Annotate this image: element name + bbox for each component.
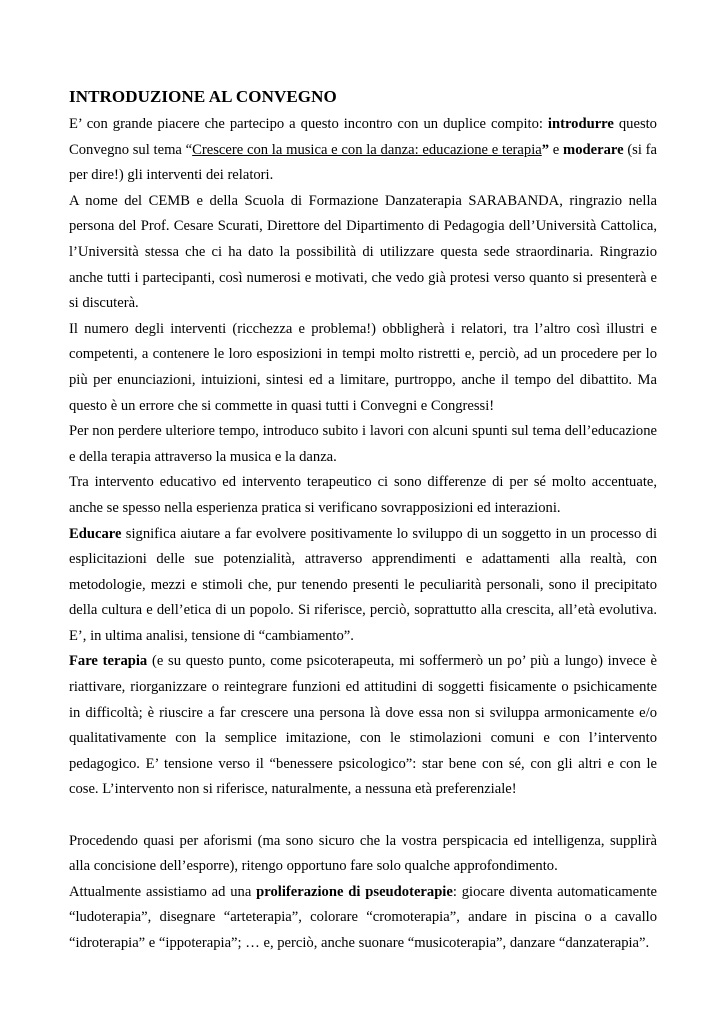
- paragraph-start-works: Per non perdere ulteriore tempo, introduco subito i lavori con alcuni spunti sul tema dell’educazione e della terapia attraverso la musica e la danza.: [69, 423, 657, 465]
- intro-bold-moderare: moderare: [563, 141, 624, 158]
- document-title: INTRODUZIONE AL CONVEGNO: [69, 87, 337, 106]
- blank-line: [69, 803, 657, 829]
- intro-text-d: e: [549, 141, 564, 158]
- convention-theme: Crescere con la musica e con la danza: educazione e terapia: [192, 141, 542, 158]
- paragraph-aphorisms: Procedendo quasi per aforismi (ma sono sicuro che la vostra perspicacia ed intelligenza, supplirà alla concisione dell’esporre), ritengo opportuno fare solo qualche approfondimento.: [69, 832, 657, 875]
- intro-bold-introdurre: introdurre: [547, 116, 614, 132]
- document-page: [69, 86, 657, 957]
- paragraph-differences: Tra intervento educativo ed intervento terapeutico ci sono differenze di per sé molto accentuate, anche se spesso nella esperienza pratica si verificano sovrapposizioni ed interazioni.: [69, 474, 657, 516]
- intro-text-c: questo Convegno sul tema “: [69, 116, 657, 158]
- fare-terapia-term: Fare terapia: [69, 653, 148, 670]
- paragraph-thanks: A nome del CEMB e della Scuola di Formazione Danzaterapia SARABANDA, ringrazio nella persona del Prof. Cesare Scurati, Direttore del Dipartimento di Pedagogia dell’Università Cattolica, l’Università stessa che ci ha dato la possibilità di utilizzare questa sede straordinaria. Ringrazio anche tutti i partecipanti, così numerosi e motivati, che vedo già protesi verso quanto si presenterà e si discuterà.: [69, 192, 657, 312]
- intro-close-quote: ”: [541, 141, 550, 158]
- intro-text-e: (si fa per dire!) gli interventi dei relatori.: [69, 141, 658, 184]
- paragraph-pseudotherapies: [69, 880, 657, 957]
- pseudo-text-a: Attualmente assistiamo ad una: [69, 883, 257, 900]
- paragraph-educare: [69, 522, 657, 650]
- paragraph-interventions: Il numero degli interventi (ricchezza e problema!) obbligherà i relatori, tra l’altro così illustri e competenti, a contenere le loro esposizioni in tempi molto ristretti e, perciò, ad un procedere per lo più per enunciazioni, intuizioni, sintesi ed a limitare, purtroppo, anche il tempo del dibattito. Ma questo è un errore che si commette in quasi tutti i Convegni e Congressi!: [69, 320, 657, 414]
- paragraph-intro: [69, 112, 657, 189]
- paragraph-fare-terapia: [69, 649, 657, 803]
- educare-term: Educare: [69, 525, 122, 542]
- pseudo-bold-term: proliferazione di pseudoterapie: [256, 883, 453, 900]
- fare-terapia-definition: (e su questo punto, come psicoterapeuta, mi soffermerò un po’ più a lungo) invece è riattivare, riorganizzare o reintegrare funzioni ed attitudini di soggetti fisicamente o psichicamente in difficoltà; è riuscire a far crescere una persona là dove essa non si sviluppa armonicamente e/o qualitativamente con la semplice imitazione, con le stimolazioni comuni e con l’intervento pedagogico. E’ tensione verso il “benessere psicologico”: star bene con sé, con gli altri e con le cose. L’intervento non si riferisce, naturalmente, a nessuna età preferenziale!: [69, 653, 657, 798]
- pseudo-text-rest: : giocare diventa automaticamente “ludoterapia”, disegnare “arteterapia”, colorare “cromoterapia”, andare in piscina o a cavallo “idroterapia” e “ippoterapia”; … e, perciò, anche suonare “musicoterapia”, danzare “danzaterapia”.: [69, 883, 657, 951]
- educare-definition: significa aiutare a far evolvere positivamente lo sviluppo di un soggetto in un processo di esplicitazioni delle sue potenzialità, attraverso apprendimenti e adattamenti alla realtà, con metodologie, mezzi e stimoli che, pur tenendo presenti le peculiarità personali, sono il precipitato della cultura e dell’etica di un popolo. Si riferisce, perciò, soprattutto alla crescita, all’età evolutiva. E’, in ultima analisi, tensione di “cambiamento”.: [69, 525, 657, 644]
- intro-text-a: E’ con grande piacere che partecipo a questo incontro con un duplice compito:: [69, 116, 548, 132]
